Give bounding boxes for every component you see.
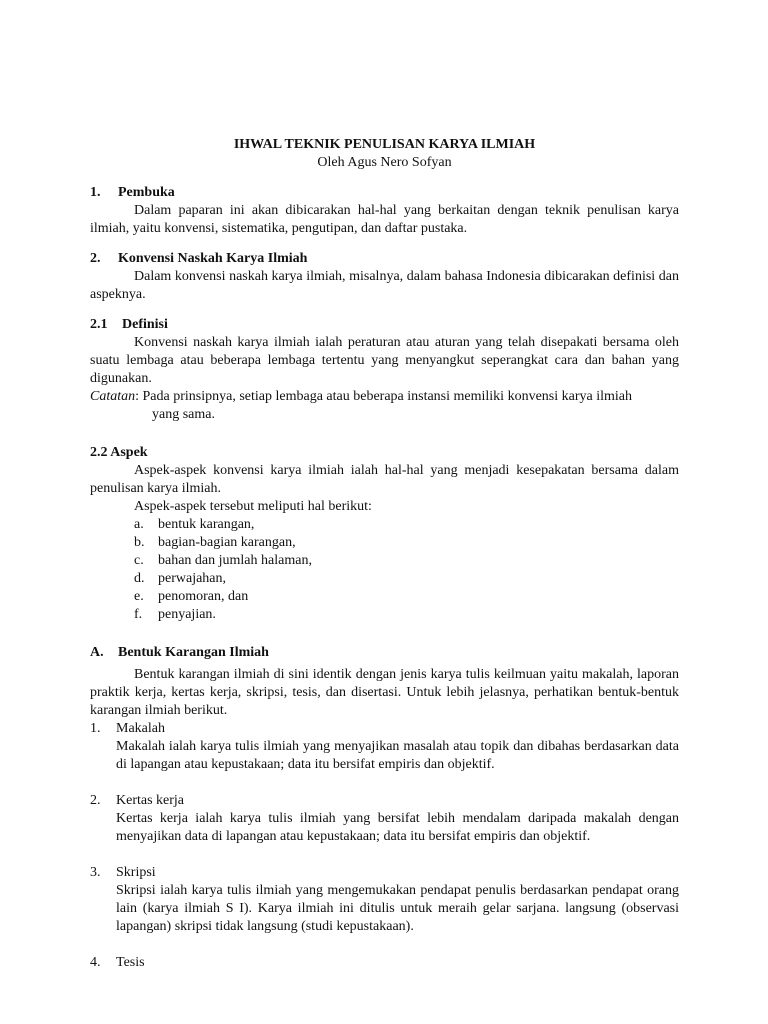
list-item (90, 516, 679, 534)
list-marker: 2. (90, 793, 101, 808)
section-1-paragraph: Dalam paparan ini akan dibicarakan hal-hal yang berkaitan dengan teknik penulisan karya ilmiah, yaitu konvensi, sistematika, pengutipan, dan daftar pustaka. (90, 203, 679, 236)
section-2-2-list-intro: Aspek-aspek tersebut meliputi hal berikut: (134, 499, 372, 514)
list-item-body: Makalah ialah karya tulis ilmiah yang menyajikan masalah atau topik dan dibahas berdasarkan data di lapangan atau kepustakaan; data itu bersifat empiris dan objektif. (116, 739, 679, 772)
section-2-2-heading (90, 444, 679, 462)
section-1-heading (90, 184, 679, 202)
list-marker: f. (134, 607, 143, 622)
list-marker: d. (134, 571, 145, 586)
section-title: Pembuka (118, 185, 175, 200)
list-item-body: Skripsi ialah karya tulis ilmiah yang mengemukakan pendapat penulis berdasarkan pendapat orang lain (karya ilmiah S I). Karya ilmiah ini ditulis untuk meraih gelar sarjana. langsung (observasi lapangan) skripsi tidak langsung (studi kepustakaan). (116, 883, 679, 934)
list-item (90, 534, 679, 552)
list-item (90, 588, 679, 606)
list-marker: e. (134, 589, 144, 604)
section-2-1-heading (90, 316, 679, 334)
list-item (90, 552, 679, 570)
list-item-title: Tesis (116, 955, 145, 970)
list-marker: 1. (90, 721, 101, 736)
section-title: Definisi (122, 317, 168, 332)
section-number: 1. (90, 185, 101, 200)
document-body (90, 136, 679, 972)
section-number: 2.1 (90, 317, 108, 332)
list-item-tesis (90, 954, 679, 972)
aspect-list (90, 516, 679, 624)
list-item-text: bahan dan jumlah halaman, (158, 553, 312, 568)
section-number: 2. (90, 251, 101, 266)
section-2-1-paragraph: Konvensi naskah karya ilmiah ialah peraturan atau aturan yang telah disepakati bersama oleh suatu lembaga atau beberapa lembaga tertentu yang menyangkut seperangkat cara dan bahan yang digunakan. (90, 335, 679, 386)
section-title: 2.2 Aspek (90, 445, 148, 460)
list-item-title: Makalah (116, 721, 165, 736)
list-item-text: penyajian. (158, 607, 216, 622)
note-text: : Pada prinsipnya, setiap lembaga atau beberapa instansi memiliki konvensi karya ilmiah (135, 389, 632, 404)
list-item-text: bagian-bagian karangan, (158, 535, 296, 550)
list-item-text: penomoran, dan (158, 589, 249, 604)
list-marker: 3. (90, 865, 101, 880)
section-A-paragraph: Bentuk karangan ilmiah di sini identik dengan jenis karya tulis keilmuan yaitu makalah, laporan praktik kerja, kertas kerja, skripsi, tesis, dan disertasi. Untuk lebih jelasnya, perhatikan bentuk-bentuk karangan ilmiah berikut. (90, 667, 679, 718)
section-2-paragraph: Dalam konvensi naskah karya ilmiah, misalnya, dalam bahasa Indonesia dibicarakan definisi dan aspeknya. (90, 269, 679, 302)
list-item-text: bentuk karangan, (158, 517, 255, 532)
note-continuation: yang sama. (152, 407, 215, 422)
note (90, 388, 679, 406)
list-item-kertas-kerja (90, 792, 679, 810)
section-2-heading (90, 250, 679, 268)
section-A-heading (90, 644, 679, 662)
list-marker: 4. (90, 955, 101, 970)
list-item-text: perwajahan, (158, 571, 227, 586)
section-number: A. (90, 645, 104, 660)
document-title: IHWAL TEKNIK PENULISAN KARYA ILMIAH (233, 137, 536, 152)
document-author: Oleh Agus Nero Sofyan (317, 155, 452, 170)
section-title: Bentuk Karangan Ilmiah (118, 645, 269, 660)
list-marker: b. (134, 535, 145, 550)
list-item-title: Skripsi (116, 865, 156, 880)
list-marker: c. (134, 553, 144, 568)
note-label: Catatan (90, 389, 136, 404)
section-title: Konvensi Naskah Karya Ilmiah (118, 251, 308, 266)
list-item-body: Kertas kerja ialah karya tulis ilmiah yang bersifat lebih mendalam daripada makalah dengan menyajikan data di lapangan atau kepustakaan; data itu bersifat empiris dan objektif. (116, 811, 679, 844)
list-item-skripsi (90, 864, 679, 882)
list-item (90, 606, 679, 624)
list-item (90, 570, 679, 588)
section-2-2-paragraph: Aspek-aspek konvensi karya ilmiah ialah hal-hal yang menjadi kesepakatan bersama dalam penulisan karya ilmiah. (90, 463, 679, 496)
list-item-title: Kertas kerja (116, 793, 185, 808)
list-item-makalah (90, 720, 679, 738)
list-marker: a. (134, 517, 144, 532)
